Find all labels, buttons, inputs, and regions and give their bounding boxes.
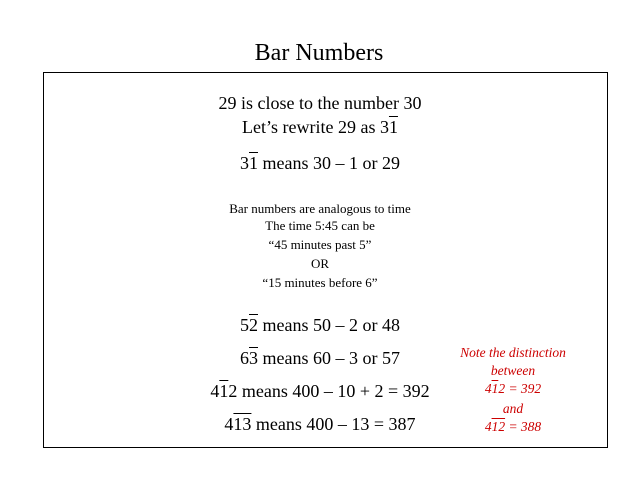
plain-digit: 4: [224, 414, 234, 434]
note-text: = 388: [505, 419, 542, 434]
plain-digit: 5: [240, 315, 249, 335]
bar-digit: 1: [249, 153, 258, 173]
note-line-5: [438, 418, 588, 435]
time-line-5: “15 minutes before 6”: [262, 275, 378, 290]
example-text: means 60 – 3 or 57: [258, 348, 400, 368]
plain-digit: 6: [240, 348, 249, 368]
example-row: [180, 380, 460, 402]
intro-line-2: [190, 116, 450, 138]
intro-line-1-text: 29 is close to the number 30: [218, 93, 422, 113]
note-line-3: [438, 380, 588, 397]
example-row: [180, 347, 460, 369]
bar-digit: 2: [249, 315, 258, 335]
plain-digit: 3: [240, 153, 249, 173]
plain-digit: 2: [228, 381, 238, 401]
note-line-1: Note the distinction: [460, 345, 566, 360]
time-line-4: OR: [310, 256, 330, 271]
bar-digit: 1: [388, 117, 398, 137]
bar-digit: 1: [491, 381, 499, 396]
plain-digit: 4: [484, 381, 492, 396]
bar-digit: 12: [491, 419, 506, 434]
example-row: [180, 413, 460, 435]
example-text: means 400 – 13 = 387: [251, 414, 416, 434]
example-text: means 400 – 10 + 2 = 392: [237, 381, 430, 401]
plain-digit: 4: [210, 381, 220, 401]
slide-title: Bar Numbers: [254, 40, 384, 66]
time-line-1: Bar numbers are analogous to time: [229, 201, 411, 216]
example-row: [180, 314, 460, 336]
note-line-4: and: [502, 401, 524, 416]
bar-digit: 3: [249, 348, 258, 368]
intro-line-3-text: means 30 – 1 or 29: [258, 153, 400, 173]
intro-line-2-text: Let’s rewrite 29 as 3: [242, 117, 389, 137]
bar-digit: 13: [233, 414, 252, 434]
note-line-2: between: [490, 363, 536, 378]
plain-digit: 4: [484, 419, 492, 434]
intro-line-3: [190, 152, 450, 174]
bar-digit: 1: [219, 381, 229, 401]
time-line-2: The time 5:45 can be: [265, 218, 375, 233]
intro-line-1: [190, 92, 450, 114]
time-line-3: “45 minutes past 5”: [268, 237, 372, 252]
example-text: means 50 – 2 or 48: [258, 315, 400, 335]
note-text: 2 = 392: [498, 381, 542, 396]
